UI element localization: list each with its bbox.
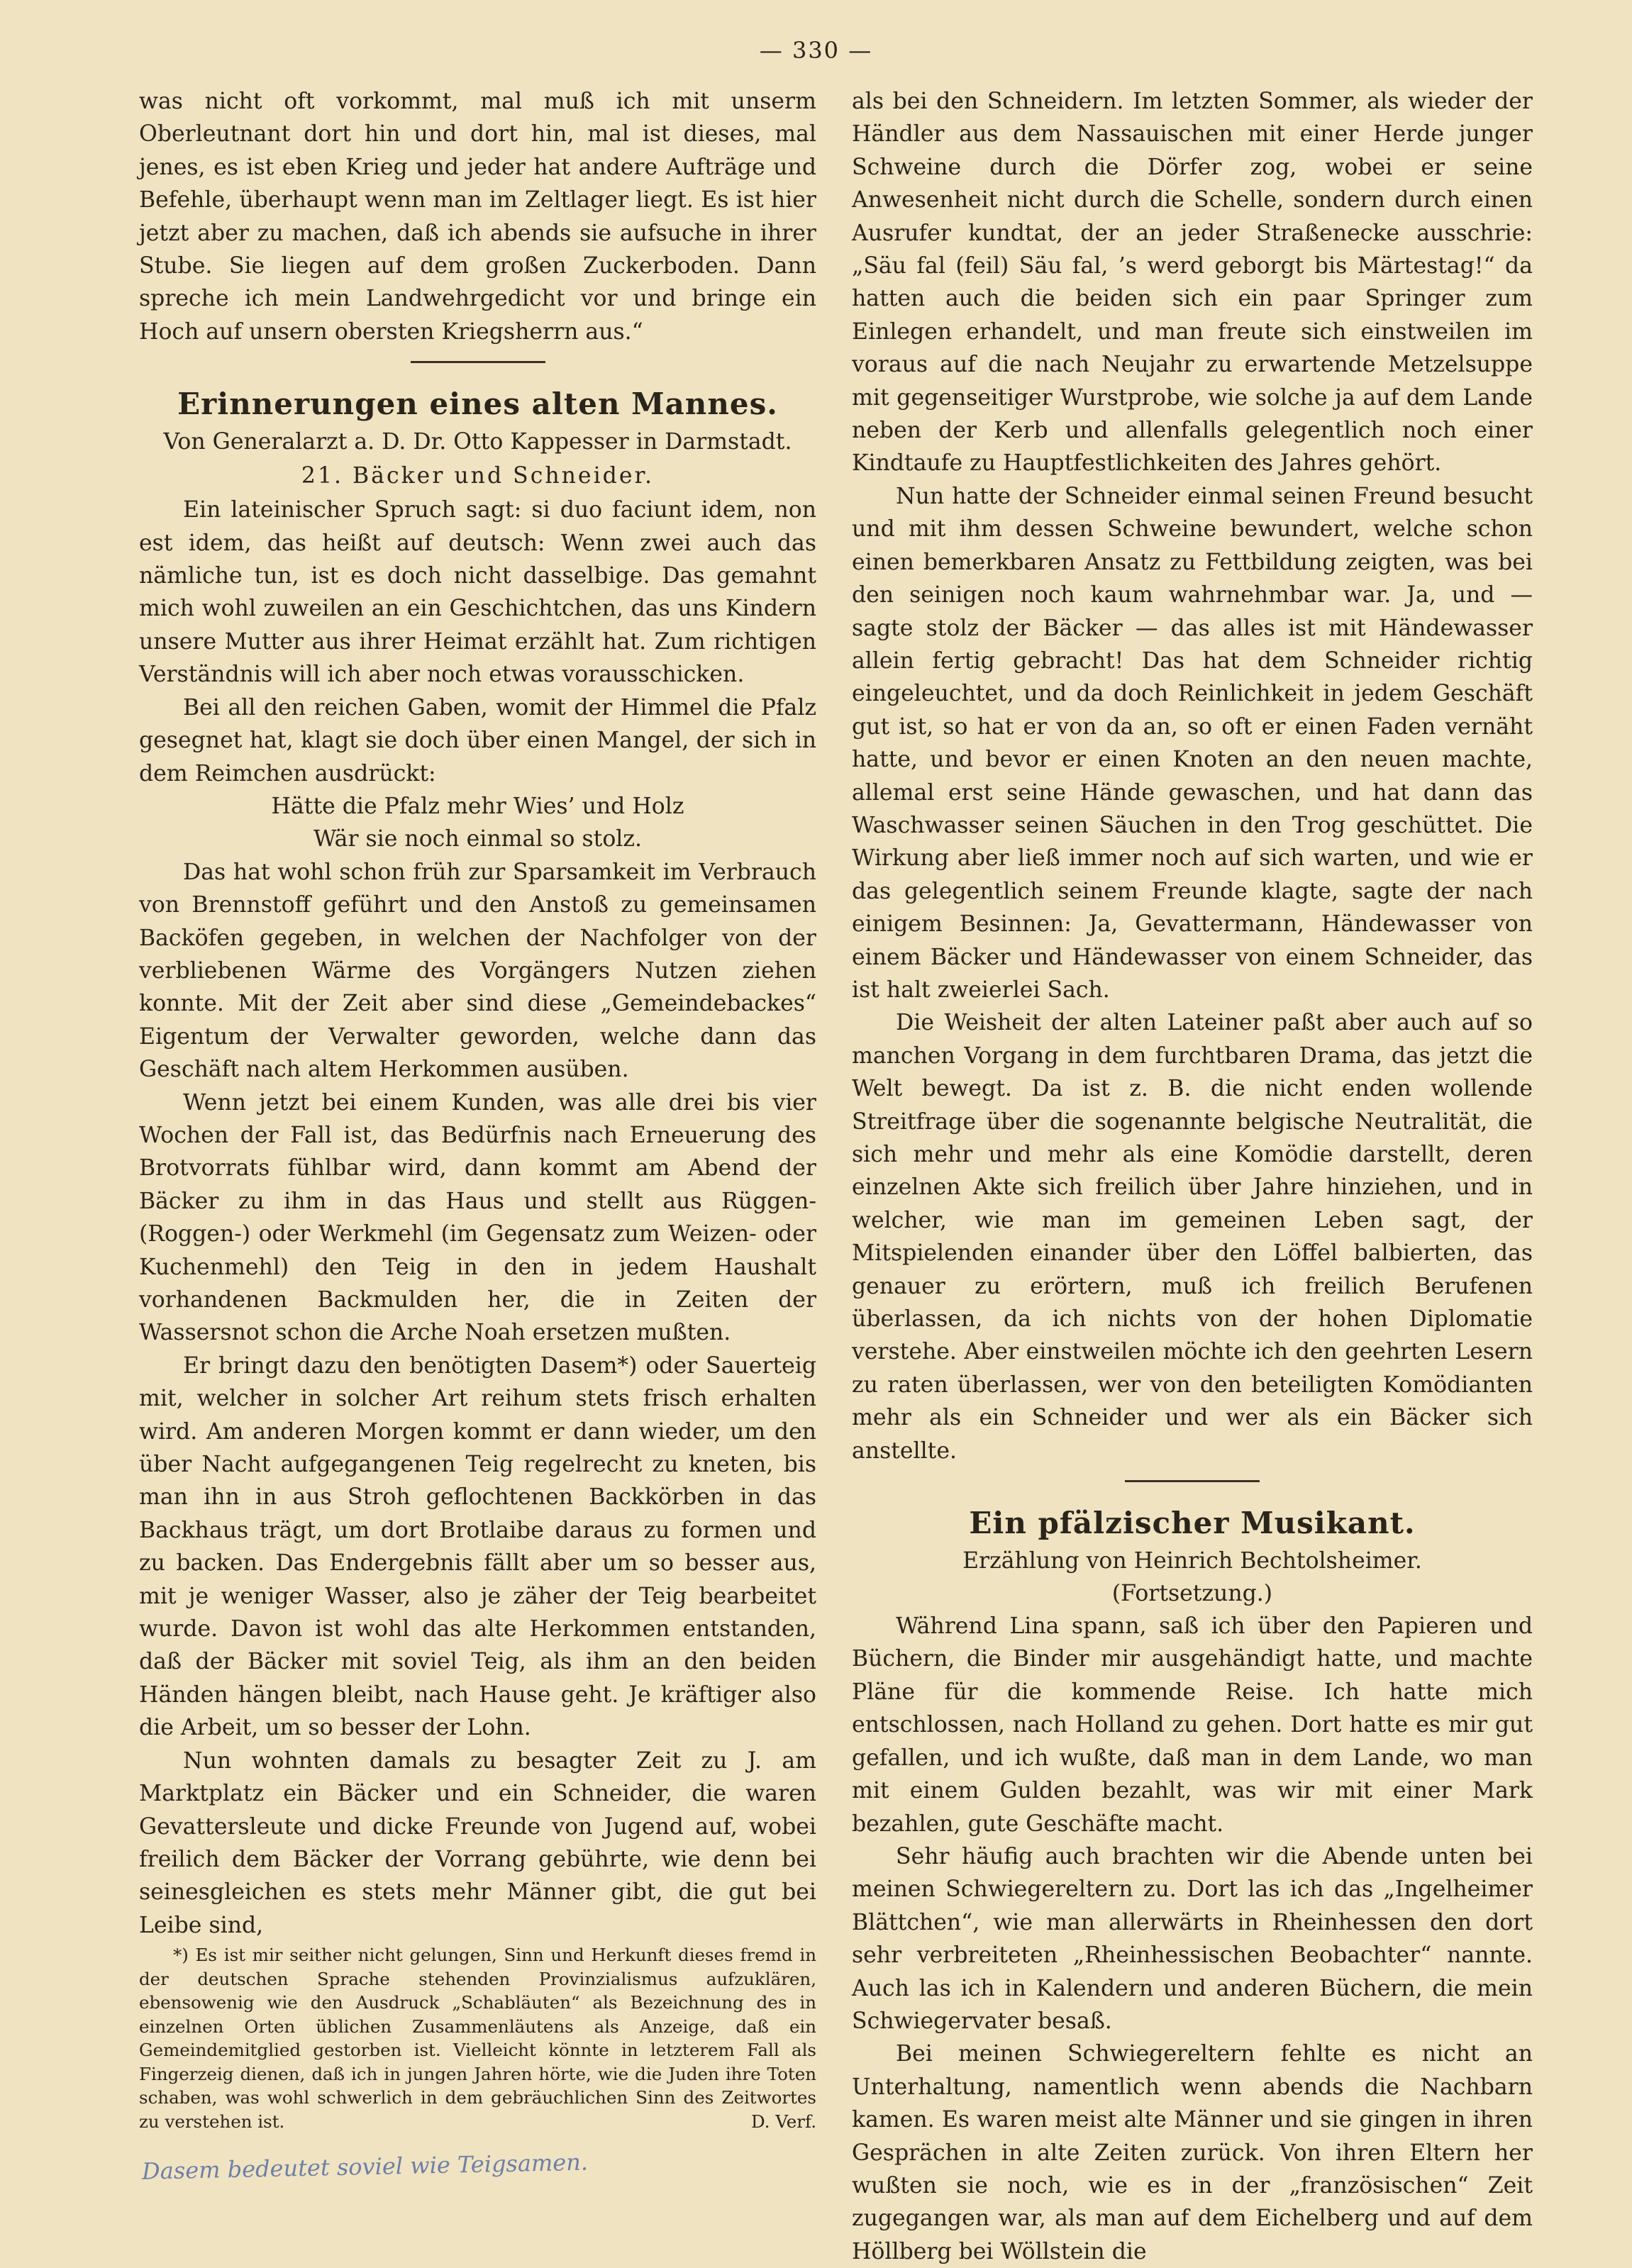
paragraph: Er bringt dazu den benötigten Dasem*) oder Sauerteig mit, welcher in solcher Art reihum stets frisch erhalten wird. Am anderen Morgen kommt er dann wieder, um den über Nacht aufgegangenen Teig regelrecht zu kneten, bis man ihn in aus Stroh geflochtenen Backkörben in das Backhaus trägt, um dort Brotlaibe daraus zu formen und zu backen. Das Endergebnis fällt aber um so besser aus, mit je weniger Wasser, also je zäher der Teig bearbeitet wurde. Davon ist wohl das alte Herkommen entstanden, daß der Bäcker mit soviel Teig, als ihm an den beiden Händen hängen bleibt, nach Hause geht. Je kräftiger also die Arbeit, um so besser der Lohn. — [139, 1352, 816, 1741]
verse-line: Hätte die Pfalz mehr Wies’ und Holz — [271, 793, 684, 819]
paragraph: Das hat wohl schon früh zur Sparsamkeit im Verbrauch von Brennstoff geführt und den Anstoß zu gemeinsamen Backöfen gegeben, in welchen der Nachfolger von der verbliebenen Wärme des Vorgängers Nutzen ziehen konnte. Mit der Zeit aber sind diese „Gemeindebackes“ Eigentum der Verwalter geworden, welche dann das Geschäft nach altem Herkommen ausüben. — [139, 859, 816, 1083]
paragraph: Die Weisheit der alten Lateiner paßt aber auch auf so manchen Vorgang in dem furchtbaren Drama, das jetzt die Welt bewegt. Da ist z. B. die nicht enden wollende Streitfrage über die sogenannte belgische Neutralität, die sich mehr und mehr als eine Komödie darstellt, deren einzelnen Akte sich freilich über Jahre hinziehen, und in welcher, wie man im gemeinen Leben sagt, der Mitspielenden einander über den Löffel balbierten, das genauer zu erörtern, muß ich freilich Berufenen überlassen, da ich nichts von der hohen Diplomatie verstehe. Aber einstweilen möchte ich den geehrten Lesern zu raten überlassen, wer von den beteiligten Komödianten mehr als ein Schneider und wer als ein Bäcker sich anstellte. — [852, 1010, 1533, 1464]
article-title: Erinnerungen eines alten Mannes. — [177, 387, 778, 422]
divider-rule — [1125, 1480, 1260, 1482]
paragraph: Sehr häufig auch brachten wir die Abende unten bei meinen Schwiegereltern zu. Dort las ich das „Ingelheimer Blättchen“, wie man allerwärts in Rheinhessen den dort sehr verbreiteten „Rheinhessischen Beobachter“ nannte. Auch las ich in Kalendern und anderen Büchern, die mein Schwiegervater besaß. — [852, 1843, 1533, 2034]
left-column — [139, 85, 816, 1942]
verse-line: Wär sie noch einmal so stolz. — [313, 826, 642, 852]
article-title: Ein pfälzischer Musikant. — [969, 1506, 1416, 1541]
paragraph: Bei meinen Schwiegereltern fehlte es nicht an Unterhaltung, namentlich wenn abends die Nachbarn kamen. Es waren meist alte Männer und sie gingen in ihren Gesprächen in alte Zeiten zurück. Von ihren Eltern her wußten sie noch, wie es in der „französischen“ Zeit zugegangen war, als man auf dem Eichelberg und auf dem Höllberg bei Wöllstein die — [852, 2041, 1533, 2264]
footnote — [139, 1943, 816, 2133]
continuation-note: (Fortsetzung.) — [1111, 1581, 1273, 1607]
paragraph: Wenn jetzt bei einem Kunden, was alle drei bis vier Wochen der Fall ist, das Bedürfnis nach Erneuerung des Brotvorrats fühlbar wird, dann kommt am Abend der Bäcker zu ihm in das Haus und stellt aus Rüggen- (Roggen-) oder Werkmehl (im Gegensatz zum Weizen- oder Kuchenmehl) den Teig in den in jedem Haushalt vorhandenen Backmulden her, die in Zeiten der Wassersnot schon die Arche Noah ersetzen mußten. — [139, 1089, 816, 1346]
paragraph: Ein lateinischer Spruch sagt: si duo faciunt idem, non est idem, das heißt auf deutsch: Wenn zwei auch das nämliche tun, ist es doch nicht dasselbige. Das gemahnt mich wohl zuweilen an ein Geschichtchen, das uns Kindern unsere Mutter aus ihrer Heimat erzählt hat. Zum richtigen Verständnis will ich aber noch etwas vorausschicken. — [139, 497, 816, 688]
paragraph: Nun wohnten damals zu besagter Zeit zu J. am Marktplatz ein Bäcker und ein Schneider, die waren Gevattersleute und dicke Freunde von Jugend auf, wobei freilich dem Bäcker der Vorrang gebührte, wie denn bei seinesgleichen es stets mehr Männer gibt, die gut bei Leibe sind, — [139, 1747, 816, 1938]
divider-rule — [411, 361, 545, 363]
continued-paragraph: was nicht oft vorkommt, mal muß ich mit unserm Oberleutnant dort hin und dort hin, mal ist dieses, mal jenes, es ist eben Krieg und jeder hat andere Aufträge und Befehle, überhaupt wenn man im Zeltlager liegt. Es ist hier jetzt aber zu machen, daß ich abends sie aufsuche in ihrer Stube. Sie liegen auf dem großen Zuckerboden. Dann spreche ich mein Landwehrgedicht vor und bringe ein Hoch auf unsern obersten Kriegsherrn aus.“ — [139, 89, 816, 345]
footnote-text: *) Es ist mir seither nicht gelungen, Sinn und Herkunft dieses fremd in der deutschen Sprache stehenden Provinzialismus aufzuklären, ebensowenig wie den Ausdruck „Schabläuten“ als Bezeichnung des in einzelnen Orten üblichen Zusammenläutens als Anzeige, daß ein Gemeindemitglied gestorben ist. Vielleicht könnte in letzterem Fall als Fingerzeig dienen, daß ich in jungen Jahren hörte, wie die Juden ihre Toten schaben, was wohl schwerlich in dem gebräuchlichen Sinn des Zeitwortes zu verstehen ist. — [139, 1945, 816, 2132]
footnote-signature: D. Verf. — [751, 2111, 816, 2132]
handwritten-annotation: Dasem bedeutet soviel wie Teigsamen. — [141, 2148, 589, 2185]
section-heading: 21. Bäcker und Schneider. — [301, 463, 655, 489]
right-column — [852, 85, 1533, 2268]
paragraph: Bei all den reichen Gaben, womit der Himmel die Pfalz gesegnet hat, klagt sie doch über einen Mangel, der sich in dem Reimchen ausdrückt: — [139, 694, 816, 786]
paragraph: Während Lina spann, saß ich über den Papieren und Büchern, die Binder mir ausgehändigt hatte, und machte Pläne für die kommende Reise. Ich hatte mich entschlossen, nach Holland zu gehen. Dort hatte es mir gut gefallen, und ich wußte, daß man in dem Lande, wo man mit einem Gulden bezahlt, was wir mit einer Mark bezahlen, gute Geschäfte macht. — [852, 1613, 1533, 1837]
page-number: — 330 — — [759, 37, 873, 64]
paragraph: Nun hatte der Schneider einmal seinen Freund besucht und mit ihm dessen Schweine bewundert, welche schon einen bemerkbaren Ansatz zu Fettbildung zeigten, was bei den seinigen noch kaum wahrnehmbar war. Ja, und — sagte stolz der Bäcker — das alles ist mit Händewasser allein fertig gebracht! Das hat dem Schneider richtig eingeleuchtet, und da doch Reinlichkeit in jedem Geschäft gut ist, so hat er von da an, so oft er einen Faden vernäht hatte, und bevor er einen Knoten an den neuen machte, allemal erst seine Hände gewaschen, und hat dann das Waschwasser seinen Säuchen in den Trog geschüttet. Die Wirkung aber ließ immer noch auf sich warten, und wie er das gelegentlich seinem Freunde klagte, sagte der nach einigem Besinnen: Ja, Gevattermann, Händewasser von einem Bäcker und Händewasser von einem Schneider, das ist halt zweierlei Sach. — [852, 483, 1533, 1003]
paragraph: als bei den Schneidern. Im letzten Sommer, als wieder der Händler aus dem Nassauischen mit einer Herde junger Schweine durch die Dörfer zog, wobei er seine Anwesenheit nicht durch die Schelle, sondern durch einen Ausrufer kundtat, der an jeder Straßenecke ausschrie: „Säu fal (feil) Säu fal, ’s werd geborgt bis Märtestag!“ da hatten auch die beiden sich ein paar Springer zum Einlegen erhandelt, und man freute sich einstweilen im voraus auf die nach Neujahr zu erwartende Metzelsuppe mit gegenseitiger Wurstprobe, wie solche ja auf dem Lande neben der Kerb und allenfalls gelegentlich noch einer Kindtaufe zu Hauptfestlichkeiten des Jahres gehört. — [852, 89, 1533, 477]
article-byline: Erzählung von Heinrich Bechtolsheimer. — [962, 1548, 1422, 1574]
article-byline: Von Generalarzt a. D. Dr. Otto Kappesser in Darmstadt. — [163, 429, 792, 455]
